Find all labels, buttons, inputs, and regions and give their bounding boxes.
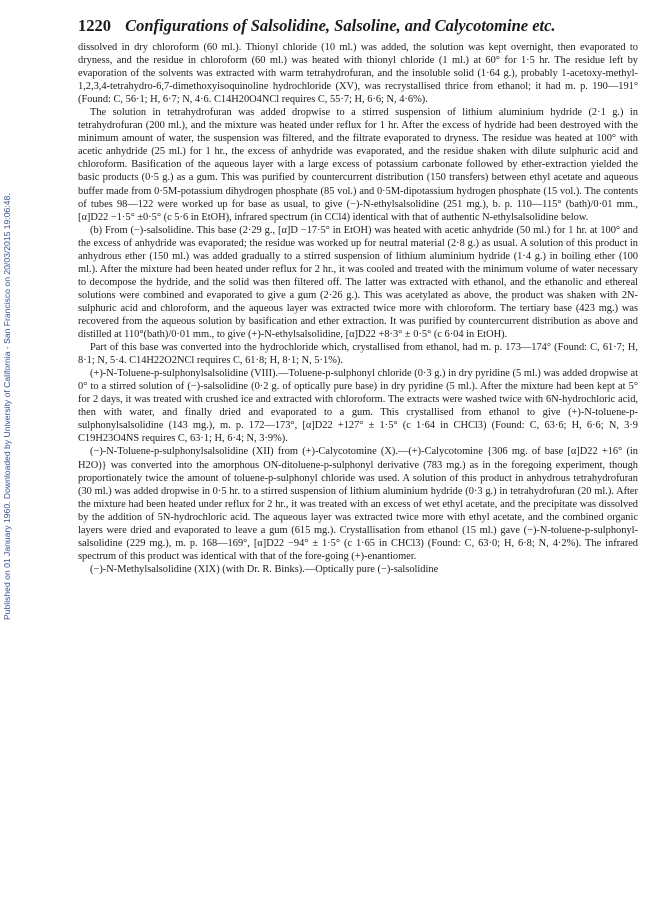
paragraph: (b) From (−)-salsolidine. This base (2·29 g., [α]D −17·5° in EtOH) was heated with acetic anhydride (50 ml.) for 1 hr. at 100° and the excess of anhydride was evaporated; the residue was worked up for neutral material (2·8 g.) as usual. A solution of this product in anhydrous ether (150 ml.) was added gradually to a stirred suspension of lithium aluminium hydride (1·4 g.) in boiling ether (100 ml.). After the mixture had been heated under reflux for 2 hr., it was cooled and treated with the minimum volume of water necessary to decompose the hydride, and the solid was then filtered off. The latter was extracted with ethanol, and the ethanolic and ethereal solutions were combined and evaporated to give a gum (2·26 g.). This was acetylated as above, the product was shaken with 2N-sulphuric acid and chloroform, and the aqueous layer was extracted twice more with chloroform. The tertiary base (423 mg.) was recovered from the aqueous solution by basification and ether extraction. It was purified by countercurrent distribution as above and distilled at 110°(bath)/0·01 mm., to give (+)-N-ethylsalsolidine, [α]D22 +8·3° ± 0·5° (c 6·04 in EtOH). (78, 224, 638, 341)
paragraph: The solution in tetrahydrofuran was added dropwise to a stirred suspension of lithium aluminium hydride (2·1 g.) in tetrahydrofuran (200 ml.), and the mixture was heated under reflux for 1 hr. After the excess of hydride had been destroyed with the minimum amount of water, the suspension was filtered, and the filtrate evaporated to dryness. The residue was heated at 100° with acetic anhydride (25 ml.) for 1 hr., the excess of anhydride was evaporated, and the residue shaken with dilute sulphuric acid and chloroform. Basification of the aqueous layer with a large excess of potassium carbonate followed by ether-extraction yielded the basic products (0·5 g.) as a gum. This was purified by countercurrent distribution (150 transfers) between ethyl acetate and aqueous buffer made from 0·5M-potassium dihydrogen phosphate (85 vol.) and 0·5M-dipotassium hydrogen phosphate (15 vol.). The contents of tubes 98—122 were worked up for base as usual, to give (−)-N-ethylsalsolidine (251 mg.), b. p. 110—115° (bath)/0·01 mm., [α]D22 −1·5° ±0·5° (c 5·6 in EtOH), infrared spectrum (in CCl4) identical with that of authentic N-ethylsalsolidine below. (78, 107, 638, 223)
paragraph: (−)-N-Methylsalsolidine (XIX) (with Dr. R. Binks).—Optically pure (−)-salsolidine (90, 563, 439, 575)
paragraph: Part of this base was converted into the hydrochloride which, crystallised from ethanol, had m. p. 173—174° (Found: C, 61·7; H, 8·1; N, 5·4. C14H22O2NCl requires C, 61·8; H, 8·1; N, 5·1%). (78, 342, 638, 367)
paragraph: (+)-N-Toluene-p-sulphonylsalsolidine (VIII).—Toluene-p-sulphonyl chloride (0·3 g.) in dry pyridine (5 ml.) was added dropwise at 0° to a stirred solution of (−)-salsolidine (0·2 g. of optically pure base) in dry pyridine (5 ml.). After the mixture had been kept at 5° for 2 days, it was treated with crushed ice and extracted with chloroform. The extracts were washed twice with 6N-hydrochloric acid, then with water, and finally dried and evaporated to a gum. This crystallised from ethanol to give (+)-N-toluene-p-sulphonylsalsolidine (143 mg.), m. p. 172—173°, [α]D22 +127° ± 1·5° (c 1·64 in CHCl3) (Found: C, 63·6; H, 6·6; N, 3·9 C19H23O4NS requires C, 63·1; H, 6·4; N, 3·9%). (78, 368, 638, 445)
article-body (78, 41, 638, 576)
running-header (78, 16, 638, 36)
margin-note-text: Published on 01 January 1960. Downloaded by University of California - San Francisco on 20/03/2015 19:06:48. (2, 193, 12, 620)
paragraph: dissolved in dry chloroform (60 ml.). Thionyl chloride (10 ml.) was added, the solution was kept overnight, then evaporated to dryness, and the residue in chloroform (60 ml.) was heated with thionyl chloride (1 ml.) at 60° for 1·5 hr. The residue left by evaporation of the solvents was extracted with warm tetrahydrofuran, and the insoluble solid (1·64 g.), probably 1-acetoxy-methyl-1,2,3,4-tetrahydro-6,7-dimethoxyisoquinoline hydrochloride (XV), was recrystallised thrice from ethanol; it had m. p. 190—191° (Found: C, 56·1; H, 6·7; N, 4·6. C14H20O4NCl requires C, 55·7; H, 6·6; N, 4·6%). (78, 42, 638, 106)
running-title: Configurations of Salsolidine, Salsoline, and Calycotomine etc. (125, 16, 556, 35)
paragraph: (−)-N-Toluene-p-sulphonylsalsolidine (XII) from (+)-Calycotomine (X).—(+)-Calycotomine {306 mg. of base [α]D22 +16° (in H2O)} was converted into the amorphous ON-ditoluene-p-sulphonyl derivative (783 mg.) as in the foregoing experiment, though proportionately twice the amount of toluene-p-sulphonyl chloride was used. A solution of this product in anhydrous tetrahydrofuran (30 ml.) was added dropwise in 0·5 hr. to a stirred suspension of lithium aluminium hydride (0·3 g.) in tetrahydrofuran (20 ml.). After the mixture had been heated under reflux for 2 hr., it was treated with an excess of wet ethyl acetate, and the precipitate was dissolved by the addition of 5N-hydrochloric acid. The aqueous layer was extracted twice more with ethyl acetate, and the combined organic layers were dried and evaporated to leave a gum (615 mg.). Crystallisation from ethanol (15 ml.) gave (−)-N-toluene-p-sulphonyl-salsolidine (229 mg.), m. p. 168—169°, [α]D22 −94° ± 1·5° (c 1·65 in CHCl3) (Found: C, 63·0; H, 6·8; N, 4·2%). The infrared spectrum of this product was identical with that of the fore-going (+)-enantiomer. (78, 446, 638, 562)
margin-download-note (2, 20, 16, 620)
page-number: 1220 (78, 16, 111, 35)
